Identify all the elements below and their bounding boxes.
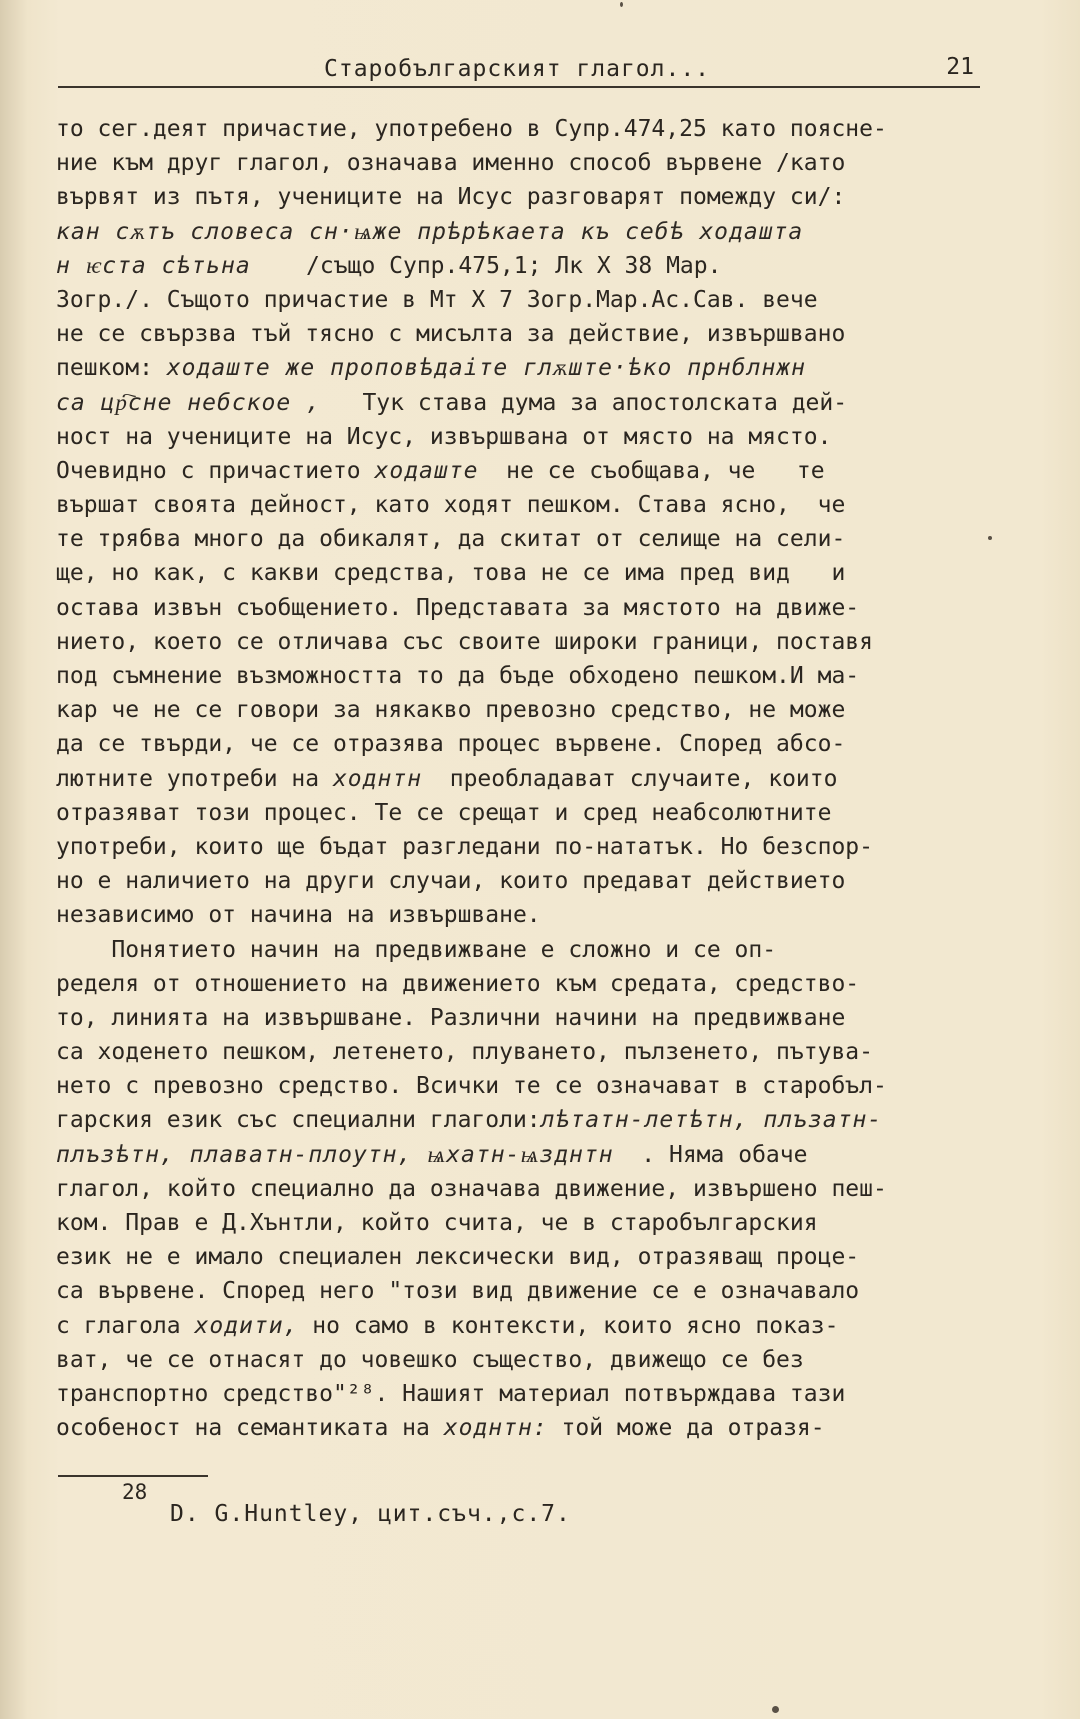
- text-line: [56, 1240, 996, 1274]
- text-segment: Понятието начин на предвижване е сложно и се оп-: [56, 936, 777, 963]
- text-segment: език не е имало специален лексически вид, отразяващ проце-: [56, 1244, 860, 1271]
- ocs-quotation: н ѥста сѣтьна: [56, 252, 251, 279]
- text-line: [56, 1309, 996, 1343]
- text-line: [56, 283, 996, 317]
- text-line: [56, 967, 996, 1001]
- text-segment: са вървене. Според него "този вид движение се е означавало: [56, 1278, 860, 1305]
- text-line: [56, 625, 996, 659]
- text-line: [56, 1274, 996, 1308]
- text-segment: под съмнение възможността то да бъде обходено пешком.И ма-: [56, 663, 860, 689]
- text-segment: не се съобщава, че те: [478, 457, 825, 484]
- ocs-quotation: ходнтн:: [443, 1415, 548, 1442]
- text-segment: той може да отразя-: [547, 1415, 825, 1442]
- page-number: 21: [946, 54, 974, 80]
- ocs-quotation: ходнтн: [332, 765, 423, 792]
- text-segment: лютните употреби на: [56, 765, 333, 792]
- ocs-quotation: ходаште же проповѣдаіте глѫште·ѣко прнблнжн: [166, 355, 806, 382]
- text-line: [56, 522, 996, 556]
- text-segment: кар че не се говори за някакво превозно средство, не може: [56, 697, 846, 724]
- text-line: [56, 351, 996, 385]
- text-segment: но само в контексти, които ясно показ-: [298, 1312, 839, 1339]
- ink-speck: [988, 536, 992, 540]
- text-line: [56, 864, 996, 898]
- text-segment: глагол, който специално да означава движение, извършено пеш-: [56, 1175, 887, 1202]
- text-line: [56, 1206, 996, 1240]
- text-line: [56, 249, 996, 283]
- text-line: [56, 112, 996, 146]
- text-segment: то сег.деят причастие, употребено в Супр.474,25 като поясне-: [56, 116, 887, 142]
- text-line: [56, 1001, 996, 1035]
- text-line: [56, 386, 996, 420]
- text-segment: ком. Прав е Д.Хънтли, който счита, че в старобългарския: [56, 1210, 818, 1236]
- text-segment: преобладават случаите, които: [422, 765, 838, 792]
- footnote-text: D. G.Huntley, цит.съч.,с.7.: [170, 1501, 571, 1527]
- ocs-quotation: плъзѣтн, плаватн-плоутн, ѩхатн-ѩзднтн: [56, 1141, 614, 1168]
- text-segment: остава извън съобщението. Представата за мястото на движе-: [56, 594, 860, 621]
- text-line: [56, 830, 996, 864]
- text-line: [56, 693, 996, 727]
- text-line: [56, 727, 996, 761]
- ocs-quotation: кан сѫтъ словеса сн·ѩже прѣрѣкаета къ себѣ ходашта: [56, 218, 804, 245]
- ocs-quotation: ходаште: [374, 457, 479, 484]
- text-segment: . Няма обаче: [613, 1141, 808, 1168]
- text-line: [56, 420, 996, 454]
- text-line: [56, 1343, 996, 1377]
- ink-speck: [772, 1706, 779, 1713]
- text-line: [56, 454, 996, 488]
- text-segment: транспортно средство"²⁸. Нашият материал потвърждава тази: [56, 1380, 846, 1407]
- text-line: [56, 1138, 996, 1172]
- text-line: [56, 180, 996, 214]
- text-line: [56, 1103, 996, 1137]
- text-line: [56, 317, 996, 351]
- text-segment: не се свързва тъй тясно с мисълта за действие, извършвано: [56, 321, 846, 348]
- text-line: [56, 1172, 996, 1206]
- text-segment: с глагола: [56, 1312, 195, 1339]
- text-segment: ределя от отношението на движението към средата, средство-: [56, 970, 860, 997]
- text-segment: Тук става дума за апостолската дей-: [320, 389, 848, 416]
- text-segment: отразяват този процес. Те се срещат и сред неабсолютните: [56, 799, 832, 826]
- text-line: [56, 933, 996, 967]
- text-line: [56, 898, 996, 932]
- ink-speck: [620, 2, 623, 7]
- ocs-quotation: ходити,: [194, 1312, 299, 1339]
- text-segment: /също Супр.475,1; Лк X 38 Мар.: [250, 252, 722, 279]
- text-segment: независимо от начина на извършване.: [56, 902, 541, 929]
- text-line: [56, 215, 996, 249]
- ocs-quotation: лѣтатн-летѣтн, плъзатн-: [540, 1107, 883, 1134]
- text-segment: гарския език със специални глаголи:: [56, 1107, 541, 1134]
- text-segment: нието, което се отличава със своите широки граници, поставя: [56, 628, 873, 655]
- text-segment: са ходенето пешком, летенето, плуването, пълзенето, пътува-: [56, 1039, 873, 1066]
- footnote-rule: [58, 1475, 208, 1477]
- ocs-quotation: са цр҇сне небское ,: [56, 389, 321, 416]
- text-segment: особеност на семантиката на: [56, 1415, 444, 1442]
- text-segment: нето с превозно средство. Всички те се означават в старобъл-: [56, 1073, 887, 1100]
- text-segment: Очевидно с причастието: [56, 457, 375, 484]
- text-line: [56, 1035, 996, 1069]
- text-segment: Зогр./. Същото причастие в Мт X 7 Зогр.Мар.Ас.Сав. вече: [56, 286, 818, 313]
- text-segment: но е наличието на други случаи, които предават действието: [56, 868, 846, 895]
- text-segment: вървят из пътя, учениците на Исус разговарят помежду си/:: [56, 184, 846, 211]
- text-segment: то, линията на извършване. Различни начини на предвижване: [56, 1004, 846, 1031]
- text-segment: да се твърди, че се отразява процес вървене. Според абсо-: [56, 731, 846, 758]
- text-segment: те трябва много да обикалят, да скитат от селище на сели-: [56, 526, 846, 553]
- text-segment: ние към друг глагол, означава именно способ вървене /като: [56, 150, 846, 177]
- text-segment: вършат своята дейност, като ходят пешком. Става ясно, че: [56, 492, 846, 519]
- text-line: [56, 556, 996, 590]
- text-line: [56, 1069, 996, 1103]
- text-line: [56, 146, 996, 180]
- text-line: [56, 1411, 996, 1445]
- text-line: [56, 1377, 996, 1411]
- footnote-number: 28: [122, 1480, 148, 1504]
- text-segment: употреби, които ще бъдат разгледани по-нататък. Но безспор-: [56, 833, 873, 860]
- text-segment: ност на учениците на Исус, извършвана от място на място.: [56, 423, 832, 450]
- text-segment: ват, че се отнасят до човешко същество, движещо се без: [56, 1346, 804, 1373]
- text-line: [56, 488, 996, 522]
- body-text: [56, 112, 996, 1445]
- text-line: [56, 659, 996, 693]
- page-header: [58, 54, 980, 88]
- text-line: [56, 762, 996, 796]
- text-segment: ще, но как, с какви средства, това не се има пред вид и: [56, 560, 846, 587]
- text-segment: пешком:: [56, 355, 167, 382]
- text-line: [56, 796, 996, 830]
- text-line: [56, 591, 996, 625]
- running-title: Старобългарският глагол...: [324, 56, 711, 82]
